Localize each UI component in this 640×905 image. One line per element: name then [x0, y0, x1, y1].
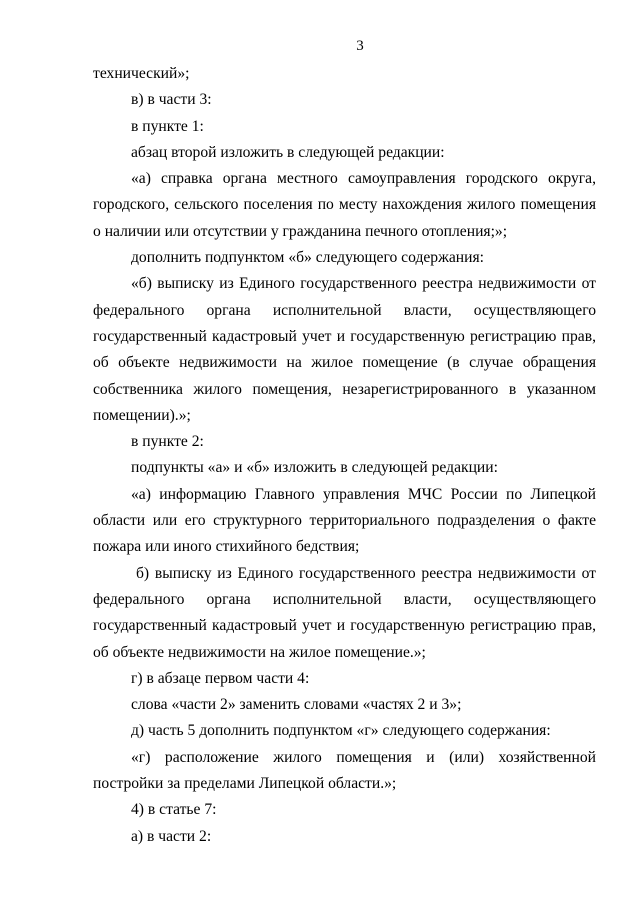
paragraph: в пункте 1:: [131, 117, 204, 135]
paragraph: 4) в статье 7:: [131, 801, 217, 819]
paragraph: «г) расположение жилого помещения и (или) хозяйственной постройки за пределами Липецкой области.»;: [93, 748, 596, 793]
paragraph: б) выписку из Единого государственного реестра недвижимости от федерального органа исполнительной власти, осуществляющего государственный кадастровый учет и государственную регистрацию прав, об объекте недвижимости на жилое помещение.»;: [93, 564, 596, 661]
paragraph: «а) справка органа местного самоуправления городского округа, городского, сельского поселения по месту нахождения жилого помещения о наличии или отсутствии у гражданина печного отопления;»;: [93, 170, 596, 240]
paragraph: д) часть 5 дополнить подпунктом «г» следующего содержания:: [131, 722, 551, 740]
paragraph: а) в части 2:: [131, 827, 212, 845]
page-number: 3: [356, 38, 364, 54]
paragraph: в пункте 2:: [131, 433, 204, 451]
paragraph: подпункты «а» и «б» изложить в следующей редакции:: [131, 459, 498, 477]
paragraph: слова «части 2» заменить словами «частях 2 и 3»;: [131, 696, 462, 714]
paragraph: «а) информацию Главного управления МЧС России по Липецкой области или его структурного территориального подразделения о факте пожара или иного стихийного бедствия;: [93, 485, 596, 556]
paragraph: «б) выписку из Единого государственного реестра недвижимости от федерального органа исполнительной власти, осуществляющего государственный кадастровый учет и государственную регистрацию прав, об объекте недвижимости на жилое помещение (в случае обращения собственника жилого помещения, незарегистрированного в указанном помещении).»;: [93, 275, 596, 424]
paragraph: г) в абзаце первом части 4:: [131, 669, 310, 687]
paragraph: дополнить подпунктом «б» следующего содержания:: [131, 249, 484, 267]
paragraph: в) в части 3:: [131, 91, 212, 109]
paragraph: технический»;: [93, 65, 190, 82]
paragraph: абзац второй изложить в следующей редакции:: [131, 143, 445, 161]
document-body: [93, 61, 596, 850]
